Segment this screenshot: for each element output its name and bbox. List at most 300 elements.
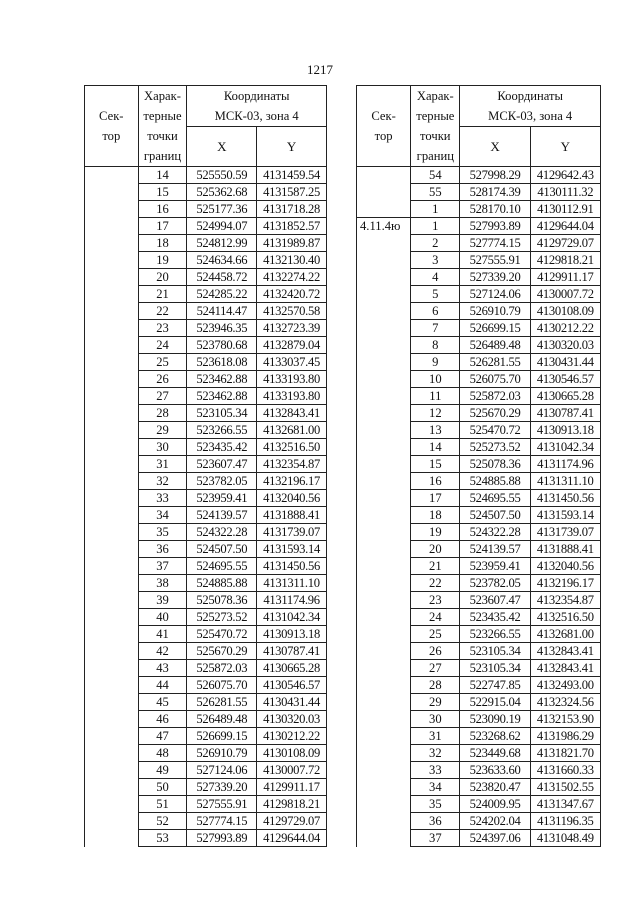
header-x: X: [187, 127, 257, 167]
header-y: Y: [257, 127, 327, 167]
y-coordinate-cell: 4133037.45: [257, 354, 327, 371]
sector-cell: [85, 507, 139, 524]
sector-cell: [85, 439, 139, 456]
x-coordinate-cell: 526699.15: [187, 728, 257, 745]
point-number-cell: 1: [411, 201, 460, 218]
table-row: [357, 728, 601, 745]
point-number-cell: 42: [138, 643, 187, 660]
x-coordinate-cell: 525177.36: [187, 201, 257, 218]
y-coordinate-cell: 4129729.07: [530, 235, 600, 252]
x-coordinate-cell: 523090.19: [460, 711, 530, 728]
y-coordinate-cell: 4130787.41: [530, 405, 600, 422]
point-number-cell: 18: [411, 507, 460, 524]
table-row: [85, 167, 327, 184]
x-coordinate-cell: 527774.15: [187, 813, 257, 830]
x-coordinate-cell: 524322.28: [460, 524, 530, 541]
sector-cell: [85, 269, 139, 286]
sector-cell: [357, 541, 411, 558]
point-number-cell: 41: [138, 626, 187, 643]
x-coordinate-cell: 523780.68: [187, 337, 257, 354]
point-number-cell: 30: [138, 439, 187, 456]
point-number-cell: 23: [411, 592, 460, 609]
header-coordinates-line: Координаты: [223, 89, 290, 103]
point-number-cell: 45: [138, 694, 187, 711]
x-coordinate-cell: 523782.05: [187, 473, 257, 490]
y-coordinate-cell: 4130665.28: [257, 660, 327, 677]
y-coordinate-cell: 4131042.34: [257, 609, 327, 626]
sector-cell: [357, 677, 411, 694]
y-coordinate-cell: 4129642.43: [530, 167, 600, 184]
table-row: [85, 439, 327, 456]
table-row: [357, 456, 601, 473]
header-coordinates-line: МСК-03, зона 4: [214, 109, 299, 123]
sector-cell: [357, 626, 411, 643]
x-coordinate-cell: 524202.04: [460, 813, 530, 830]
table-row: [357, 167, 601, 184]
x-coordinate-cell: 526075.70: [460, 371, 530, 388]
point-number-cell: 14: [411, 439, 460, 456]
point-number-cell: 17: [138, 218, 187, 235]
table-row: [85, 456, 327, 473]
point-number-cell: 28: [138, 405, 187, 422]
x-coordinate-cell: 523782.05: [460, 575, 530, 592]
sector-cell: [85, 456, 139, 473]
table-row: [357, 269, 601, 286]
y-coordinate-cell: 4130546.57: [257, 677, 327, 694]
sector-cell: [85, 201, 139, 218]
y-coordinate-cell: 4131450.56: [530, 490, 600, 507]
table-row: [357, 762, 601, 779]
point-number-cell: 21: [138, 286, 187, 303]
table-row: [85, 677, 327, 694]
y-coordinate-cell: 4130108.09: [530, 303, 600, 320]
sector-cell: [85, 711, 139, 728]
sector-cell: [85, 303, 139, 320]
header-sector-line: тор: [374, 129, 393, 143]
sector-cell: [357, 711, 411, 728]
x-coordinate-cell: 523435.42: [460, 609, 530, 626]
x-coordinate-cell: 524695.55: [187, 558, 257, 575]
header-y: Y: [530, 127, 600, 167]
point-number-cell: 40: [138, 609, 187, 626]
y-coordinate-cell: 4130212.22: [530, 320, 600, 337]
y-coordinate-cell: 4132516.50: [530, 609, 600, 626]
point-number-cell: 27: [411, 660, 460, 677]
x-coordinate-cell: 524458.72: [187, 269, 257, 286]
point-number-cell: 52: [138, 813, 187, 830]
y-coordinate-cell: 4131821.70: [530, 745, 600, 762]
header-points-line: точки: [420, 129, 451, 143]
table-row: [357, 184, 601, 201]
y-coordinate-cell: 4130112.91: [530, 201, 600, 218]
point-number-cell: 1: [411, 218, 460, 235]
table-row: [85, 252, 327, 269]
sector-cell: [357, 796, 411, 813]
sector-cell: [85, 728, 139, 745]
sector-cell: [357, 439, 411, 456]
y-coordinate-cell: 4130665.28: [530, 388, 600, 405]
sector-cell: [357, 524, 411, 541]
table-row: [85, 218, 327, 235]
x-coordinate-cell: 525550.59: [187, 167, 257, 184]
y-coordinate-cell: 4130913.18: [530, 422, 600, 439]
sector-cell: [85, 490, 139, 507]
sector-cell: [85, 592, 139, 609]
x-coordinate-cell: 523266.55: [460, 626, 530, 643]
point-number-cell: 33: [411, 762, 460, 779]
sector-cell: [357, 660, 411, 677]
point-number-cell: 25: [411, 626, 460, 643]
point-number-cell: 46: [138, 711, 187, 728]
sector-cell: [85, 694, 139, 711]
y-coordinate-cell: 4131502.55: [530, 779, 600, 796]
table-row: [357, 490, 601, 507]
y-coordinate-cell: 4132843.41: [530, 660, 600, 677]
y-coordinate-cell: 4129911.17: [530, 269, 600, 286]
y-coordinate-cell: 4132843.41: [530, 643, 600, 660]
y-coordinate-cell: 4130320.03: [257, 711, 327, 728]
table-row: [357, 201, 601, 218]
header-coordinates: [460, 86, 601, 127]
x-coordinate-cell: 524322.28: [187, 524, 257, 541]
x-coordinate-cell: 526910.79: [187, 745, 257, 762]
x-coordinate-cell: 525273.52: [187, 609, 257, 626]
table-row: [357, 626, 601, 643]
point-number-cell: 27: [138, 388, 187, 405]
y-coordinate-cell: 4132723.39: [257, 320, 327, 337]
x-coordinate-cell: 523449.68: [460, 745, 530, 762]
y-coordinate-cell: 4132681.00: [257, 422, 327, 439]
point-number-cell: 29: [138, 422, 187, 439]
y-coordinate-cell: 4132130.40: [257, 252, 327, 269]
sector-cell: [357, 507, 411, 524]
point-number-cell: 4: [411, 269, 460, 286]
point-number-cell: 54: [411, 167, 460, 184]
table-row: [85, 201, 327, 218]
x-coordinate-cell: 527339.20: [187, 779, 257, 796]
y-coordinate-cell: 4132354.87: [257, 456, 327, 473]
table-row: [85, 388, 327, 405]
table-row: [357, 473, 601, 490]
sector-cell: [357, 320, 411, 337]
y-coordinate-cell: 4131196.35: [530, 813, 600, 830]
point-number-cell: 37: [411, 830, 460, 847]
table-row: [85, 524, 327, 541]
x-coordinate-cell: 524885.88: [187, 575, 257, 592]
y-coordinate-cell: 4131587.25: [257, 184, 327, 201]
table-row: [357, 371, 601, 388]
table-row: [85, 422, 327, 439]
sector-cell: [357, 473, 411, 490]
header-x: X: [460, 127, 530, 167]
table-row: [85, 694, 327, 711]
y-coordinate-cell: 4132843.41: [257, 405, 327, 422]
x-coordinate-cell: 523266.55: [187, 422, 257, 439]
x-coordinate-cell: 525470.72: [187, 626, 257, 643]
sector-cell: [357, 728, 411, 745]
y-coordinate-cell: 4129818.21: [530, 252, 600, 269]
table-row: [85, 779, 327, 796]
point-number-cell: 24: [138, 337, 187, 354]
point-number-cell: 31: [138, 456, 187, 473]
header-coordinates-line: Координаты: [497, 89, 564, 103]
table-row: [357, 575, 601, 592]
table-row: [357, 303, 601, 320]
point-number-cell: 35: [138, 524, 187, 541]
sector-cell: [85, 677, 139, 694]
y-coordinate-cell: 4129911.17: [257, 779, 327, 796]
header-coordinates-line: МСК-03, зона 4: [488, 109, 573, 123]
sector-cell: [85, 660, 139, 677]
table-row: [357, 796, 601, 813]
point-number-cell: 34: [138, 507, 187, 524]
x-coordinate-cell: 522915.04: [460, 694, 530, 711]
sector-cell: [85, 371, 139, 388]
point-number-cell: 17: [411, 490, 460, 507]
point-number-cell: 39: [138, 592, 187, 609]
x-coordinate-cell: 524507.50: [460, 507, 530, 524]
point-number-cell: 20: [411, 541, 460, 558]
point-number-cell: 19: [411, 524, 460, 541]
sector-cell: [85, 745, 139, 762]
x-coordinate-cell: 525670.29: [187, 643, 257, 660]
sector-cell: [357, 779, 411, 796]
y-coordinate-cell: 4132681.00: [530, 626, 600, 643]
y-coordinate-cell: 4132420.72: [257, 286, 327, 303]
table-row: [357, 507, 601, 524]
point-number-cell: 16: [411, 473, 460, 490]
y-coordinate-cell: 4131311.10: [530, 473, 600, 490]
sector-cell: [85, 609, 139, 626]
y-coordinate-cell: 4132196.17: [530, 575, 600, 592]
point-number-cell: 14: [138, 167, 187, 184]
x-coordinate-cell: 525273.52: [460, 439, 530, 456]
y-coordinate-cell: 4131042.34: [530, 439, 600, 456]
x-coordinate-cell: 523607.47: [460, 592, 530, 609]
table-row: [85, 609, 327, 626]
y-coordinate-cell: 4130212.22: [257, 728, 327, 745]
x-coordinate-cell: 524139.57: [187, 507, 257, 524]
header-points-line: терные: [143, 109, 182, 123]
x-coordinate-cell: 524885.88: [460, 473, 530, 490]
y-coordinate-cell: 4129818.21: [257, 796, 327, 813]
sector-cell: [85, 422, 139, 439]
y-coordinate-cell: 4132040.56: [530, 558, 600, 575]
point-number-cell: 49: [138, 762, 187, 779]
point-number-cell: 34: [411, 779, 460, 796]
sector-cell: [357, 269, 411, 286]
x-coordinate-cell: 523820.47: [460, 779, 530, 796]
point-number-cell: 22: [138, 303, 187, 320]
table-row: [85, 660, 327, 677]
point-number-cell: 15: [411, 456, 460, 473]
sector-cell: [357, 592, 411, 609]
header-boundary-points: [138, 86, 187, 167]
point-number-cell: 36: [138, 541, 187, 558]
table-row: [357, 354, 601, 371]
sector-cell: [85, 354, 139, 371]
coordinates-table-left: [84, 85, 327, 847]
table-row: [357, 694, 601, 711]
y-coordinate-cell: 4131174.96: [530, 456, 600, 473]
table-row: [357, 592, 601, 609]
point-number-cell: 37: [138, 558, 187, 575]
y-coordinate-cell: 4130320.03: [530, 337, 600, 354]
table-row: [357, 830, 601, 847]
table-row: [85, 473, 327, 490]
x-coordinate-cell: 527774.15: [460, 235, 530, 252]
x-coordinate-cell: 522747.85: [460, 677, 530, 694]
y-coordinate-cell: 4131347.67: [530, 796, 600, 813]
table-row: [357, 541, 601, 558]
point-number-cell: 12: [411, 405, 460, 422]
table-row: [357, 609, 601, 626]
sector-cell: [357, 235, 411, 252]
y-coordinate-cell: 4131048.49: [530, 830, 600, 847]
x-coordinate-cell: 528174.39: [460, 184, 530, 201]
y-coordinate-cell: 4131739.07: [530, 524, 600, 541]
header-sector-line: Сек-: [371, 109, 396, 123]
x-coordinate-cell: 527124.06: [460, 286, 530, 303]
x-coordinate-cell: 523105.34: [460, 660, 530, 677]
sector-cell: [85, 626, 139, 643]
point-number-cell: 43: [138, 660, 187, 677]
table-row: [85, 286, 327, 303]
x-coordinate-cell: 524695.55: [460, 490, 530, 507]
point-number-cell: 36: [411, 813, 460, 830]
table-row: [85, 337, 327, 354]
point-number-cell: 25: [138, 354, 187, 371]
y-coordinate-cell: 4129644.04: [257, 830, 327, 847]
sector-cell: [357, 490, 411, 507]
table-row: [85, 558, 327, 575]
point-number-cell: 16: [138, 201, 187, 218]
point-number-cell: 38: [138, 575, 187, 592]
header-points-line: Харак-: [144, 89, 181, 103]
sector-cell: [85, 575, 139, 592]
table-row: [85, 541, 327, 558]
table-row: [357, 218, 601, 235]
x-coordinate-cell: 523268.62: [460, 728, 530, 745]
point-number-cell: 26: [411, 643, 460, 660]
x-coordinate-cell: 526281.55: [460, 354, 530, 371]
point-number-cell: 24: [411, 609, 460, 626]
header-boundary-points: [411, 86, 460, 167]
table-row: [85, 490, 327, 507]
sector-cell: [357, 643, 411, 660]
point-number-cell: 20: [138, 269, 187, 286]
table-row: [357, 422, 601, 439]
table-row: [85, 405, 327, 422]
y-coordinate-cell: 4130431.44: [530, 354, 600, 371]
table-row: [85, 711, 327, 728]
y-coordinate-cell: 4132879.04: [257, 337, 327, 354]
x-coordinate-cell: 523959.41: [460, 558, 530, 575]
x-coordinate-cell: 524114.47: [187, 303, 257, 320]
sector-cell: [357, 694, 411, 711]
sector-cell: [85, 320, 139, 337]
y-coordinate-cell: 4130007.72: [257, 762, 327, 779]
x-coordinate-cell: 523462.88: [187, 388, 257, 405]
x-coordinate-cell: 527555.91: [460, 252, 530, 269]
sector-cell: [357, 575, 411, 592]
header-points-line: границ: [143, 149, 182, 163]
sector-cell: [85, 813, 139, 830]
y-coordinate-cell: 4133193.80: [257, 388, 327, 405]
table-row: [357, 439, 601, 456]
table-row: [85, 184, 327, 201]
point-number-cell: 30: [411, 711, 460, 728]
y-coordinate-cell: 4133193.80: [257, 371, 327, 388]
sector-cell: [357, 558, 411, 575]
x-coordinate-cell: 523959.41: [187, 490, 257, 507]
y-coordinate-cell: 4131739.07: [257, 524, 327, 541]
table-row: [85, 796, 327, 813]
point-number-cell: 7: [411, 320, 460, 337]
x-coordinate-cell: 525470.72: [460, 422, 530, 439]
x-coordinate-cell: 523462.88: [187, 371, 257, 388]
sector-cell: [357, 303, 411, 320]
y-coordinate-cell: 4130108.09: [257, 745, 327, 762]
point-number-cell: 35: [411, 796, 460, 813]
y-coordinate-cell: 4132324.56: [530, 694, 600, 711]
point-number-cell: 8: [411, 337, 460, 354]
point-number-cell: 44: [138, 677, 187, 694]
table-row: [357, 779, 601, 796]
header-coordinates: [187, 86, 327, 127]
header-points-line: Харак-: [416, 89, 454, 103]
sector-cell: [357, 609, 411, 626]
table-row: [357, 813, 601, 830]
table-row: [357, 643, 601, 660]
point-number-cell: 10: [411, 371, 460, 388]
y-coordinate-cell: 4132354.87: [530, 592, 600, 609]
x-coordinate-cell: 524507.50: [187, 541, 257, 558]
y-coordinate-cell: 4131986.29: [530, 728, 600, 745]
table-row: [85, 626, 327, 643]
table-row: [85, 762, 327, 779]
sector-cell: [357, 337, 411, 354]
x-coordinate-cell: 523105.34: [460, 643, 530, 660]
sector-cell: [357, 371, 411, 388]
x-coordinate-cell: 526910.79: [460, 303, 530, 320]
x-coordinate-cell: 523105.34: [187, 405, 257, 422]
sector-cell: [357, 388, 411, 405]
table-row: [357, 524, 601, 541]
sector-cell: [357, 830, 411, 847]
point-number-cell: 6: [411, 303, 460, 320]
table-row: [85, 507, 327, 524]
sector-cell: [85, 167, 139, 184]
point-number-cell: 51: [138, 796, 187, 813]
sector-cell: [85, 779, 139, 796]
y-coordinate-cell: 4130431.44: [257, 694, 327, 711]
point-number-cell: 5: [411, 286, 460, 303]
x-coordinate-cell: 528170.10: [460, 201, 530, 218]
table-row: [85, 320, 327, 337]
x-coordinate-cell: 527993.89: [460, 218, 530, 235]
x-coordinate-cell: 523435.42: [187, 439, 257, 456]
header-sector-line: Сек-: [99, 109, 124, 123]
point-number-cell: 33: [138, 490, 187, 507]
header-sector-line: тор: [102, 129, 121, 143]
x-coordinate-cell: 525362.68: [187, 184, 257, 201]
sector-cell: [85, 558, 139, 575]
table-row: [357, 320, 601, 337]
y-coordinate-cell: 4131852.57: [257, 218, 327, 235]
point-number-cell: 22: [411, 575, 460, 592]
sector-cell: [85, 524, 139, 541]
